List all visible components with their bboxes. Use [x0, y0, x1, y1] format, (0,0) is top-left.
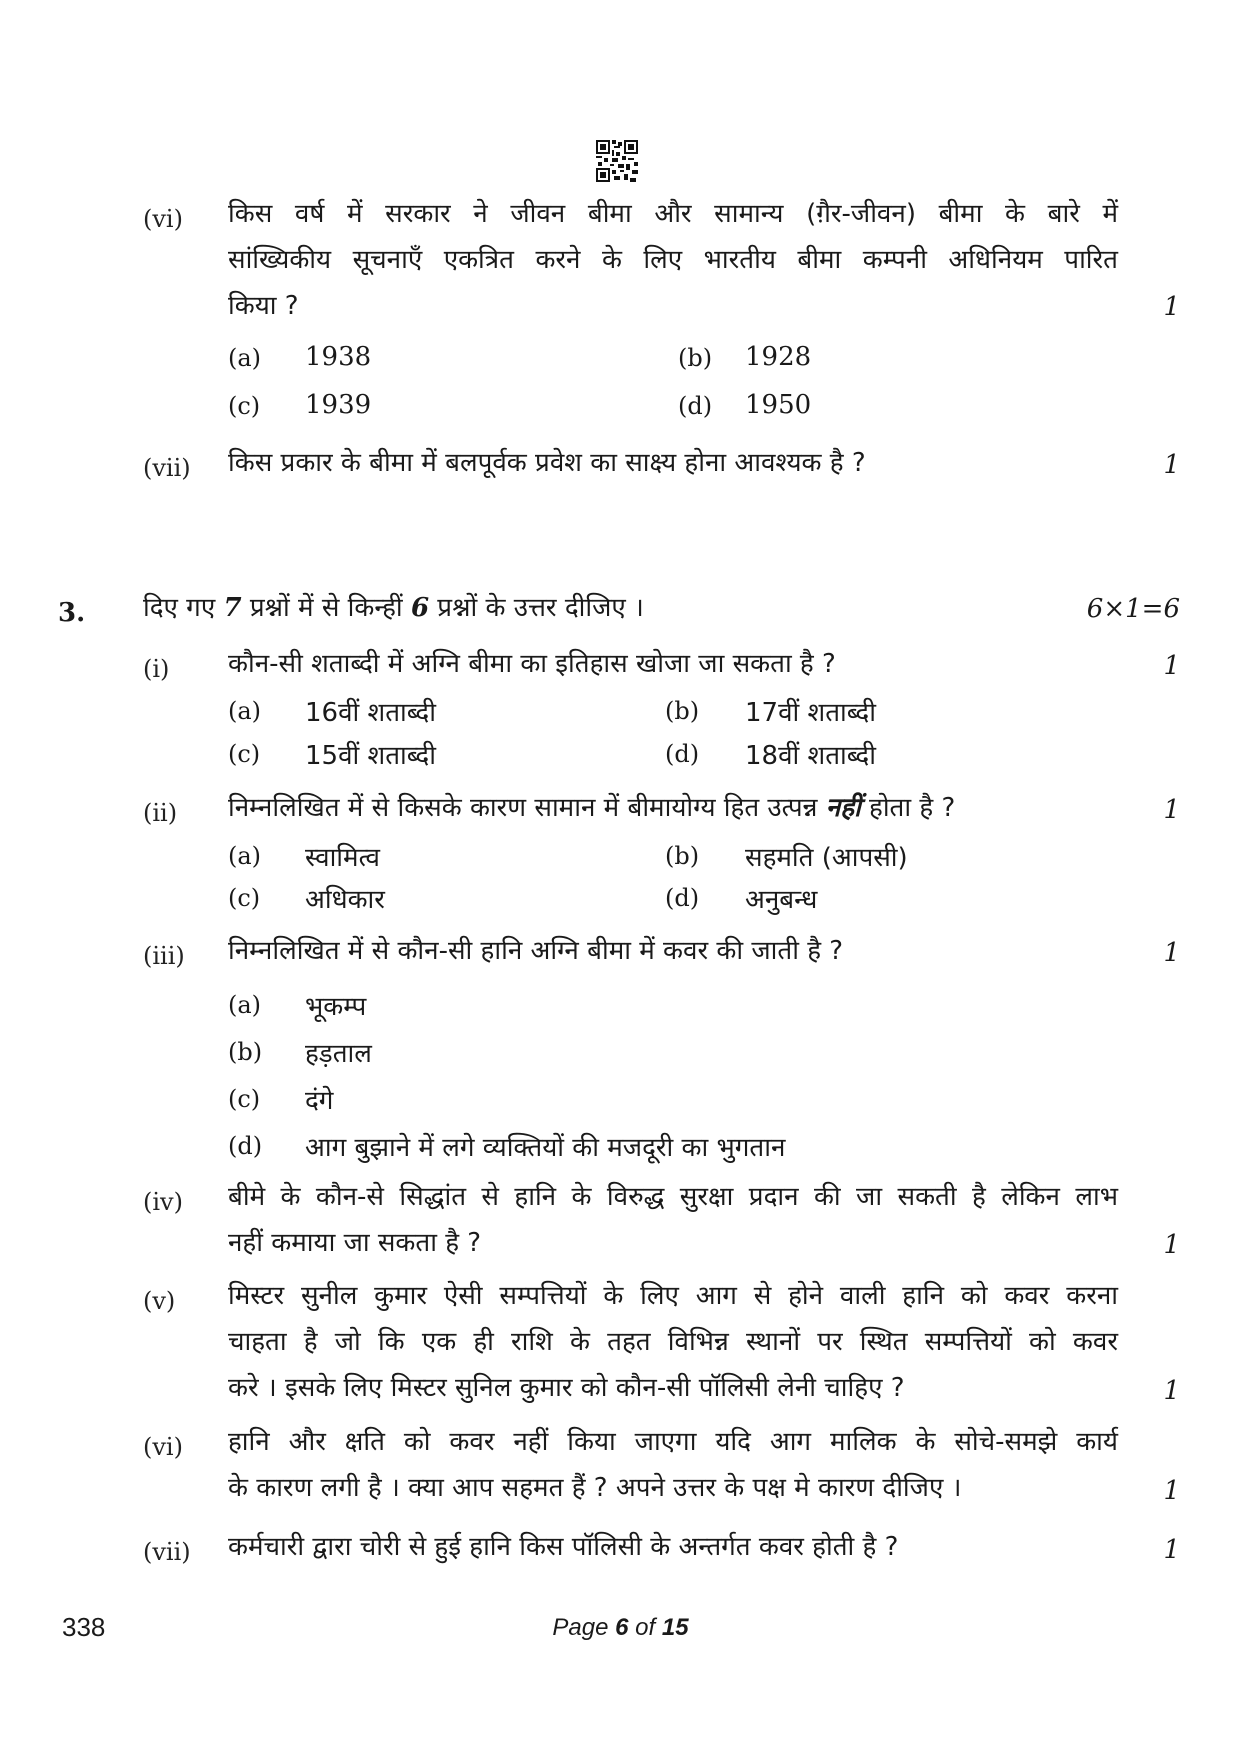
- question-text-line: सांख्यिकीय सूचनाएँ एकत्रित करने के लिए भारतीय बीमा कम्पनी अधिनियम पारित: [228, 245, 1118, 275]
- question-label: (vi): [143, 205, 183, 233]
- page-total: 15: [661, 1614, 689, 1641]
- option-value: 1950: [745, 390, 812, 420]
- page-text: Page: [552, 1614, 616, 1641]
- option-label: (c): [228, 884, 261, 912]
- option-label: (b): [665, 842, 700, 870]
- question-label: (ii): [143, 799, 178, 827]
- option-value: हड़ताल: [305, 1039, 372, 1069]
- option-label: (d): [665, 740, 700, 768]
- question-text: किस प्रकार के बीमा में बलपूर्वक प्रवेश का साक्ष्य होना आवश्यक है ?: [228, 448, 866, 478]
- option-label: (a): [228, 991, 262, 1019]
- question-text-line: करे । इसके लिए मिस्टर सुनिल कुमार को कौन-सी पॉलिसी लेनी चाहिए ?: [228, 1373, 905, 1403]
- instruction-text: प्रश्नों में से किन्हीं: [241, 593, 411, 623]
- option-value: भूकम्प: [305, 992, 367, 1022]
- option-label: (c): [228, 392, 261, 420]
- question-text-line: बीमे के कौन-से सिद्धांत से हानि के विरुद्ध सुरक्षा प्रदान की जा सकती है लेकिन लाभ: [228, 1182, 1118, 1212]
- marks: 1: [1163, 450, 1180, 480]
- option-value: 1939: [305, 390, 372, 420]
- page-text: of: [628, 1614, 662, 1641]
- option-value: आग बुझाने में लगे व्यक्तियों की मजदूरी का भुगतान: [305, 1133, 786, 1163]
- marks: 1: [1163, 651, 1180, 681]
- option-value: 1938: [305, 342, 372, 372]
- question-text-line: चाहता है जो कि एक ही राशि के तहत विभिन्न स्थानों पर स्थित सम्पत्तियों को कवर: [228, 1327, 1118, 1357]
- page-current: 6: [615, 1614, 629, 1641]
- instruction-count: 7: [223, 593, 242, 623]
- question-text-line: किया ?: [228, 291, 299, 321]
- option-label: (c): [228, 740, 261, 768]
- marks: 1: [1163, 1376, 1180, 1406]
- marks: 1: [1163, 1476, 1180, 1506]
- emphasis-text: नहीं: [825, 793, 861, 823]
- option-value: 15वीं शताब्दी: [305, 741, 436, 771]
- option-label: (d): [678, 392, 713, 420]
- page-number: [0, 1614, 1241, 1642]
- option-value: स्वामित्व: [305, 843, 380, 873]
- option-label: (d): [228, 1132, 263, 1160]
- question-text-line: मिस्टर सुनील कुमार ऐसी सम्पत्तियों के लिए आग से होने वाली हानि को कवर करना: [228, 1281, 1118, 1311]
- question-number: 3.: [58, 598, 86, 628]
- marks: 1: [1163, 292, 1180, 322]
- option-label: (b): [678, 344, 713, 372]
- option-value: 1928: [745, 342, 812, 372]
- section-marks: 6×1=6: [1086, 594, 1180, 624]
- question-label: (i): [143, 655, 170, 683]
- instruction-text: दिए गए: [143, 593, 224, 623]
- question-label: (vi): [143, 1433, 183, 1461]
- option-label: (d): [665, 884, 700, 912]
- question-text: निम्नलिखित में से कौन-सी हानि अग्नि बीमा में कवर की जाती है ?: [228, 936, 844, 966]
- question-label: (v): [143, 1287, 176, 1315]
- question-text-line: नहीं कमाया जा सकता है ?: [228, 1228, 482, 1258]
- instruction-text: प्रश्नों के उत्तर दीजिए ।: [429, 593, 644, 623]
- option-value: 16वीं शताब्दी: [305, 698, 436, 728]
- question-text-part: निम्नलिखित में से किसके कारण सामान में बीमायोग्य हित उत्पन्न: [228, 793, 826, 823]
- qr-code: [596, 140, 638, 182]
- question-text: कौन-सी शताब्दी में अग्नि बीमा का इतिहास खोजा जा सकता है ?: [228, 649, 836, 679]
- option-label: (b): [228, 1038, 263, 1066]
- question-label: (vii): [143, 454, 191, 482]
- question-text-part: होता है ?: [860, 793, 956, 823]
- question-label: (iii): [143, 942, 185, 970]
- question-text-line: किस वर्ष में सरकार ने जीवन बीमा और सामान्य (ग़ैर-जीवन) बीमा के बारे में: [228, 199, 1118, 229]
- marks: 1: [1163, 795, 1180, 825]
- question-text: [228, 786, 955, 831]
- option-label: (a): [228, 344, 262, 372]
- option-value: अनुबन्ध: [745, 885, 818, 915]
- marks: 1: [1163, 938, 1180, 968]
- question-text-line: के कारण लगी है । क्या आप सहमत हैं ? अपने उत्तर के पक्ष मे कारण दीजिए ।: [228, 1473, 962, 1503]
- option-value: 17वीं शताब्दी: [745, 698, 876, 728]
- marks: 1: [1163, 1230, 1180, 1260]
- option-label: (b): [665, 697, 700, 725]
- marks: 1: [1163, 1535, 1180, 1565]
- question-label: (vii): [143, 1538, 191, 1566]
- paper-code: 338: [62, 1612, 106, 1642]
- question-instruction: [143, 586, 644, 631]
- option-value: दंगे: [305, 1086, 334, 1116]
- question-label: (iv): [143, 1188, 183, 1216]
- instruction-count: 6: [410, 593, 430, 623]
- option-label: (a): [228, 697, 262, 725]
- option-label: (c): [228, 1085, 261, 1113]
- question-text-line: हानि और क्षति को कवर नहीं किया जाएगा यदि आग मालिक के सोचे-समझे कार्य: [228, 1427, 1118, 1457]
- option-value: 18वीं शताब्दी: [745, 741, 876, 771]
- question-text: कर्मचारी द्वारा चोरी से हुई हानि किस पॉलिसी के अन्तर्गत कवर होती है ?: [228, 1532, 899, 1562]
- option-label: (a): [228, 842, 262, 870]
- option-value: सहमति (आपसी): [745, 843, 908, 873]
- option-value: अधिकार: [305, 885, 385, 915]
